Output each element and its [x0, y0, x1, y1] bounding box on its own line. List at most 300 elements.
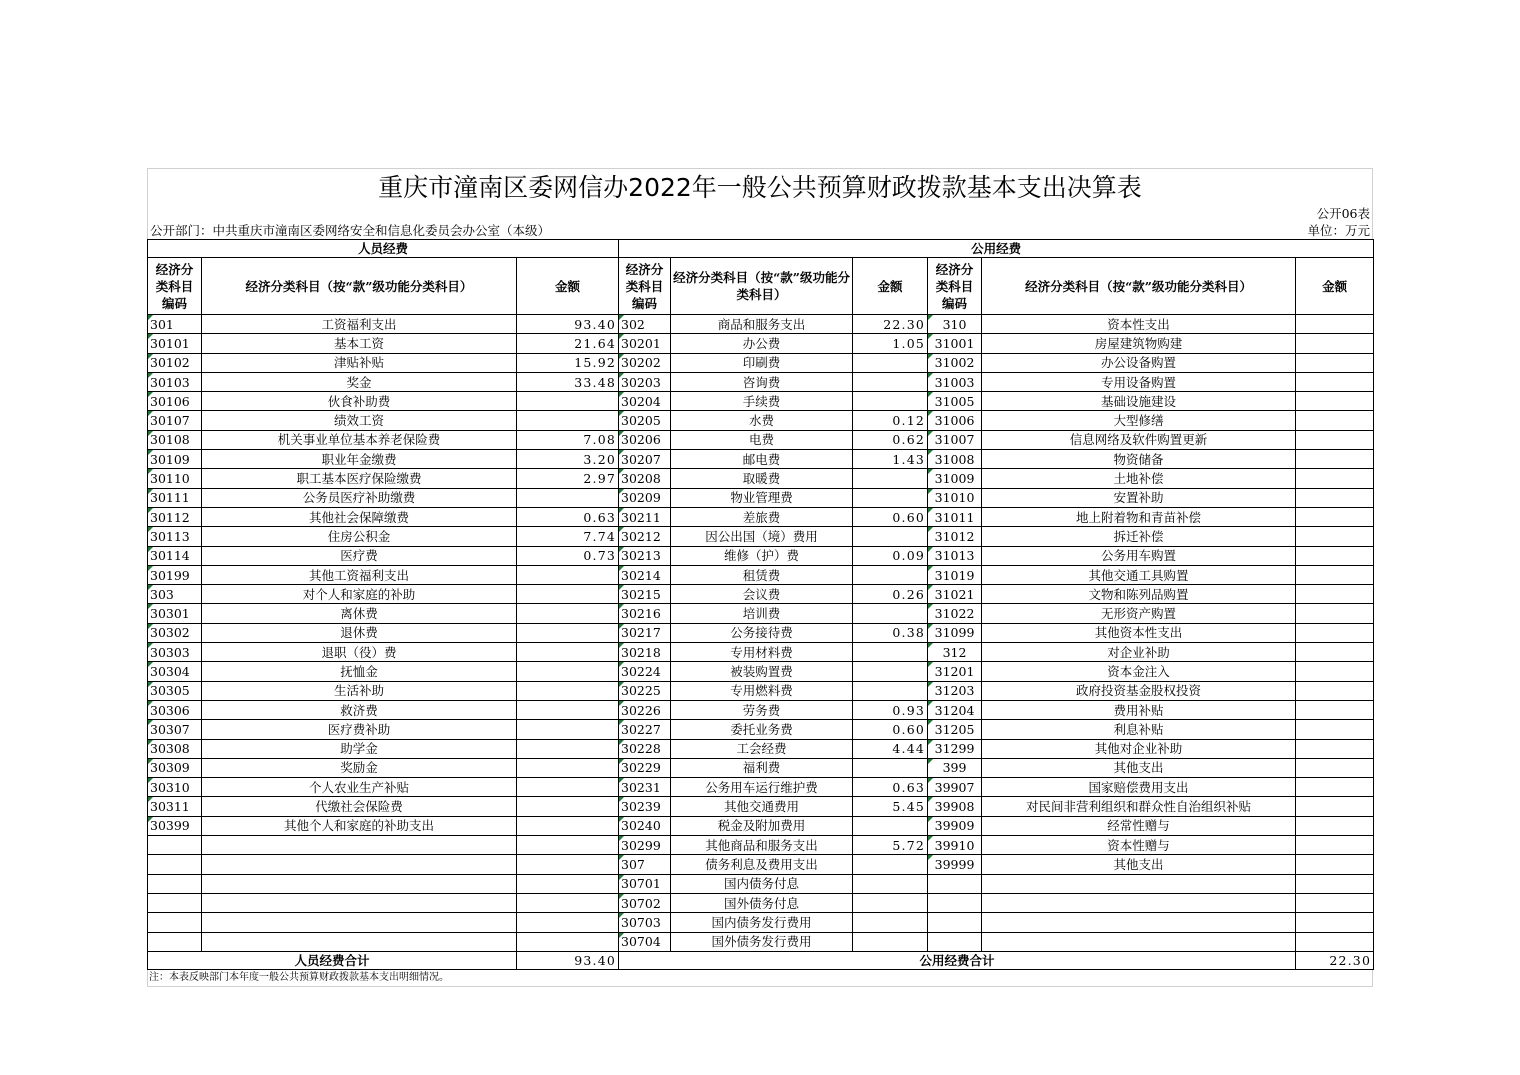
row-amount: [1296, 913, 1374, 932]
row-amount: [1296, 874, 1374, 893]
row-amount: [517, 700, 619, 719]
row-amount: [853, 932, 928, 951]
row-name: 电费: [671, 430, 853, 449]
row-code: 30218: [619, 643, 671, 662]
row-amount: [1296, 565, 1374, 584]
table-row: [148, 372, 1374, 391]
table-row: [148, 758, 1374, 777]
table-row: [148, 643, 1374, 662]
row-amount: 22.30: [853, 315, 928, 334]
row-name: 生活补助: [202, 681, 517, 700]
row-code: 30202: [619, 353, 671, 372]
row-amount: [1296, 507, 1374, 526]
table-row: [148, 315, 1374, 334]
row-name: 其他交通费用: [671, 797, 853, 816]
row-code: 31002: [928, 353, 982, 372]
row-code: 30703: [619, 913, 671, 932]
row-amount: [1296, 662, 1374, 681]
row-name: 退职（役）费: [202, 643, 517, 662]
row-amount: [517, 836, 619, 855]
row-code: 30107: [148, 411, 202, 430]
row-code: 30207: [619, 450, 671, 469]
row-code: [148, 836, 202, 855]
row-code: 30113: [148, 527, 202, 546]
row-code: 31205: [928, 720, 982, 739]
department-row: [147, 222, 1373, 239]
row-amount: [517, 585, 619, 604]
row-name: [202, 913, 517, 932]
row-amount: 0.26: [853, 585, 928, 604]
table-row: [148, 604, 1374, 623]
row-code: [148, 874, 202, 893]
row-amount: [1296, 797, 1374, 816]
row-code: 39908: [928, 797, 982, 816]
row-amount: [1296, 469, 1374, 488]
row-code: 30203: [619, 372, 671, 391]
row-amount: [517, 720, 619, 739]
row-code: 30309: [148, 758, 202, 777]
row-code: 30205: [619, 411, 671, 430]
row-name: 福利费: [671, 758, 853, 777]
row-amount: 0.73: [517, 546, 619, 565]
row-code: 30308: [148, 739, 202, 758]
row-name: 专用燃料费: [671, 681, 853, 700]
column-header-row: [148, 258, 1374, 315]
row-amount: 2.97: [517, 469, 619, 488]
row-code: 30239: [619, 797, 671, 816]
table-row: [148, 913, 1374, 932]
row-code: 30101: [148, 334, 202, 353]
row-code: 31003: [928, 372, 982, 391]
row-code: 30704: [619, 932, 671, 951]
table-row: [148, 392, 1374, 411]
row-code: 39907: [928, 778, 982, 797]
report-title: 重庆市潼南区委网信办2022年一般公共预算财政拨款基本支出决算表: [147, 168, 1373, 205]
row-amount: [1296, 315, 1374, 334]
row-code: 310: [928, 315, 982, 334]
row-name: 债务利息及费用支出: [671, 855, 853, 874]
row-name: 国内债务发行费用: [671, 913, 853, 932]
row-name: [982, 893, 1296, 912]
table-number: 公开06表: [1316, 206, 1370, 221]
row-code: [928, 874, 982, 893]
row-name: 国外债务发行费用: [671, 932, 853, 951]
row-code: 31204: [928, 700, 982, 719]
row-name: 其他个人和家庭的补助支出: [202, 816, 517, 835]
table-row: [148, 662, 1374, 681]
row-amount: [853, 527, 928, 546]
row-code: 302: [619, 315, 671, 334]
row-amount: [1296, 700, 1374, 719]
row-amount: [517, 874, 619, 893]
table-row: [148, 932, 1374, 951]
row-name: 退休费: [202, 623, 517, 642]
row-code: 30214: [619, 565, 671, 584]
row-amount: [1296, 816, 1374, 835]
row-name: 房屋建筑物购建: [982, 334, 1296, 353]
row-code: 30201: [619, 334, 671, 353]
public-total-label: 公用经费合计: [619, 951, 1296, 969]
row-code: 30213: [619, 546, 671, 565]
row-amount: [853, 681, 928, 700]
row-amount: 7.74: [517, 527, 619, 546]
table-row: [148, 836, 1374, 855]
report-sheet: [147, 168, 1373, 987]
row-code: 30226: [619, 700, 671, 719]
row-amount: 0.60: [853, 720, 928, 739]
expenditure-table: [147, 239, 1374, 970]
row-code: 31008: [928, 450, 982, 469]
row-amount: [517, 913, 619, 932]
table-row: [148, 720, 1374, 739]
table-row: [148, 507, 1374, 526]
personnel-total-amount: 93.40: [517, 951, 619, 969]
row-amount: [1296, 758, 1374, 777]
table-row: [148, 623, 1374, 642]
row-amount: [853, 469, 928, 488]
row-name: 救济费: [202, 700, 517, 719]
section-public: 公用经费: [619, 240, 1374, 258]
row-code: 31011: [928, 507, 982, 526]
row-name: 抚恤金: [202, 662, 517, 681]
row-amount: 5.45: [853, 797, 928, 816]
row-name: 公务用车购置: [982, 546, 1296, 565]
row-name: 住房公积金: [202, 527, 517, 546]
table-row: [148, 797, 1374, 816]
row-name: 其他对企业补助: [982, 739, 1296, 758]
row-code: 30209: [619, 488, 671, 507]
row-amount: [1296, 430, 1374, 449]
row-code: 30231: [619, 778, 671, 797]
row-amount: 0.60: [853, 507, 928, 526]
row-amount: [853, 392, 928, 411]
row-code: 30215: [619, 585, 671, 604]
unit-label: 单位：万元: [1307, 223, 1370, 238]
col-header-name: 经济分类科目（按“款”级功能分类科目）: [202, 258, 517, 315]
row-amount: [517, 893, 619, 912]
section-header-row: [148, 240, 1374, 258]
personnel-total-label: 人员经费合计: [148, 951, 517, 969]
row-code: 30106: [148, 392, 202, 411]
row-name: 安置补助: [982, 488, 1296, 507]
row-code: 30310: [148, 778, 202, 797]
row-name: 资本性支出: [982, 315, 1296, 334]
row-name: 个人农业生产补贴: [202, 778, 517, 797]
row-amount: 1.05: [853, 334, 928, 353]
row-code: 30102: [148, 353, 202, 372]
row-amount: [517, 739, 619, 758]
table-row: [148, 527, 1374, 546]
row-name: [202, 874, 517, 893]
row-name: 对个人和家庭的补助: [202, 585, 517, 604]
row-amount: [1296, 527, 1374, 546]
row-amount: [517, 411, 619, 430]
row-code: 30240: [619, 816, 671, 835]
row-amount: [1296, 720, 1374, 739]
footnote: 注：本表反映部门本年度一般公共预算财政拨款基本支出明细情况。: [147, 970, 1373, 987]
row-name: 工资福利支出: [202, 315, 517, 334]
row-name: 物资储备: [982, 450, 1296, 469]
row-name: 基本工资: [202, 334, 517, 353]
row-name: 培训费: [671, 604, 853, 623]
table-row: [148, 411, 1374, 430]
row-name: 商品和服务支出: [671, 315, 853, 334]
row-name: 办公设备购置: [982, 353, 1296, 372]
row-amount: [853, 353, 928, 372]
col-header-code: 经济分类科目编码: [928, 258, 982, 315]
col-header-name: 经济分类科目（按“款”级功能分类科目）: [982, 258, 1296, 315]
row-amount: [517, 681, 619, 700]
row-amount: [853, 372, 928, 391]
row-amount: 1.43: [853, 450, 928, 469]
row-code: 31012: [928, 527, 982, 546]
row-amount: [1296, 778, 1374, 797]
row-code: 31022: [928, 604, 982, 623]
row-code: [928, 893, 982, 912]
row-code: 31013: [928, 546, 982, 565]
row-amount: 3.20: [517, 450, 619, 469]
row-amount: 0.63: [853, 778, 928, 797]
row-code: 30206: [619, 430, 671, 449]
row-amount: [853, 913, 928, 932]
table-row: [148, 874, 1374, 893]
row-name: 职工基本医疗保险缴费: [202, 469, 517, 488]
row-amount: [853, 758, 928, 777]
row-amount: [1296, 488, 1374, 507]
row-name: 被装购置费: [671, 662, 853, 681]
col-header-code: 经济分类科目编码: [619, 258, 671, 315]
row-name: 咨询费: [671, 372, 853, 391]
row-code: 30228: [619, 739, 671, 758]
section-personnel: 人员经费: [148, 240, 619, 258]
row-code: 30224: [619, 662, 671, 681]
table-row: [148, 469, 1374, 488]
row-code: 312: [928, 643, 982, 662]
row-code: 31299: [928, 739, 982, 758]
row-amount: [853, 855, 928, 874]
row-amount: [1296, 932, 1374, 951]
row-code: 30702: [619, 893, 671, 912]
row-name: 伙食补助费: [202, 392, 517, 411]
row-amount: 21.64: [517, 334, 619, 353]
row-code: 31005: [928, 392, 982, 411]
row-name: 拆迁补偿: [982, 527, 1296, 546]
col-header-code: 经济分类科目编码: [148, 258, 202, 315]
row-amount: [1296, 411, 1374, 430]
row-amount: 0.93: [853, 700, 928, 719]
row-name: 助学金: [202, 739, 517, 758]
table-row: [148, 778, 1374, 797]
row-amount: 0.09: [853, 546, 928, 565]
row-name: 其他交通工具购置: [982, 565, 1296, 584]
row-name: 政府投资基金股权投资: [982, 681, 1296, 700]
row-code: 30109: [148, 450, 202, 469]
table-row: [148, 546, 1374, 565]
row-amount: 0.38: [853, 623, 928, 642]
table-body: [148, 315, 1374, 952]
row-name: 医疗费: [202, 546, 517, 565]
row-name: [982, 932, 1296, 951]
row-amount: [517, 758, 619, 777]
row-name: [982, 913, 1296, 932]
row-code: 30303: [148, 643, 202, 662]
public-total-amount: 22.30: [1296, 951, 1374, 969]
row-name: 无形资产购置: [982, 604, 1296, 623]
table-row: [148, 585, 1374, 604]
row-code: 31019: [928, 565, 982, 584]
table-row: [148, 565, 1374, 584]
row-name: 大型修缮: [982, 411, 1296, 430]
row-amount: [1296, 450, 1374, 469]
row-name: 其他支出: [982, 855, 1296, 874]
row-name: 其他商品和服务支出: [671, 836, 853, 855]
row-amount: [517, 488, 619, 507]
row-amount: [1296, 392, 1374, 411]
row-amount: 4.44: [853, 739, 928, 758]
row-code: 31203: [928, 681, 982, 700]
row-code: 30305: [148, 681, 202, 700]
table-row: [148, 430, 1374, 449]
row-name: 公务接待费: [671, 623, 853, 642]
row-amount: [517, 797, 619, 816]
row-name: 资本性赠与: [982, 836, 1296, 855]
row-name: 离休费: [202, 604, 517, 623]
row-code: 307: [619, 855, 671, 874]
row-code: 30103: [148, 372, 202, 391]
row-name: 邮电费: [671, 450, 853, 469]
row-code: 30114: [148, 546, 202, 565]
row-name: 其他社会保障缴费: [202, 507, 517, 526]
row-code: 30216: [619, 604, 671, 623]
row-name: [202, 893, 517, 912]
row-code: 30399: [148, 816, 202, 835]
row-name: 专用设备购置: [982, 372, 1296, 391]
row-name: 租赁费: [671, 565, 853, 584]
row-code: 31099: [928, 623, 982, 642]
row-code: [928, 913, 982, 932]
row-name: 奖金: [202, 372, 517, 391]
table-row: [148, 700, 1374, 719]
row-code: 30217: [619, 623, 671, 642]
row-amount: [1296, 334, 1374, 353]
row-code: 30304: [148, 662, 202, 681]
row-amount: [853, 643, 928, 662]
row-name: 资本金注入: [982, 662, 1296, 681]
row-code: 30204: [619, 392, 671, 411]
row-name: 因公出国（境）费用: [671, 527, 853, 546]
row-name: 税金及附加费用: [671, 816, 853, 835]
row-name: 取暖费: [671, 469, 853, 488]
row-code: [928, 932, 982, 951]
row-amount: [1296, 893, 1374, 912]
row-amount: [517, 932, 619, 951]
row-name: 公务员医疗补助缴费: [202, 488, 517, 507]
row-name: 差旅费: [671, 507, 853, 526]
row-name: 会议费: [671, 585, 853, 604]
row-code: 30199: [148, 565, 202, 584]
row-amount: 5.72: [853, 836, 928, 855]
row-amount: [517, 623, 619, 642]
row-name: 职业年金缴费: [202, 450, 517, 469]
row-code: 30307: [148, 720, 202, 739]
row-amount: [853, 874, 928, 893]
row-name: 利息补贴: [982, 720, 1296, 739]
table-row: [148, 681, 1374, 700]
row-name: [202, 836, 517, 855]
row-amount: 0.12: [853, 411, 928, 430]
row-name: 专用材料费: [671, 643, 853, 662]
row-name: [202, 932, 517, 951]
row-code: 399: [928, 758, 982, 777]
row-name: 国内债务付息: [671, 874, 853, 893]
row-code: 31007: [928, 430, 982, 449]
row-name: 其他资本性支出: [982, 623, 1296, 642]
row-code: 30301: [148, 604, 202, 623]
row-amount: [1296, 585, 1374, 604]
row-code: 39999: [928, 855, 982, 874]
row-code: 31001: [928, 334, 982, 353]
table-row: [148, 334, 1374, 353]
row-amount: [853, 662, 928, 681]
table-number-row: [147, 205, 1373, 222]
row-code: 31021: [928, 585, 982, 604]
row-name: 代缴社会保险费: [202, 797, 517, 816]
table-row: [148, 739, 1374, 758]
row-code: 39910: [928, 836, 982, 855]
row-amount: [517, 855, 619, 874]
row-code: 30111: [148, 488, 202, 507]
row-code: [148, 855, 202, 874]
table-row: [148, 855, 1374, 874]
row-code: 30306: [148, 700, 202, 719]
row-name: 办公费: [671, 334, 853, 353]
row-code: 31201: [928, 662, 982, 681]
row-amount: 33.48: [517, 372, 619, 391]
row-name: 文物和陈列品购置: [982, 585, 1296, 604]
row-name: 奖励金: [202, 758, 517, 777]
row-code: [148, 913, 202, 932]
col-header-amount: 金额: [1296, 258, 1374, 315]
row-name: 工会经费: [671, 739, 853, 758]
row-amount: [1296, 739, 1374, 758]
row-code: 30110: [148, 469, 202, 488]
row-amount: [1296, 604, 1374, 623]
row-amount: [1296, 546, 1374, 565]
row-name: 物业管理费: [671, 488, 853, 507]
row-amount: [1296, 681, 1374, 700]
row-amount: [517, 643, 619, 662]
table-row: [148, 816, 1374, 835]
row-code: 30227: [619, 720, 671, 739]
row-name: 委托业务费: [671, 720, 853, 739]
row-amount: [517, 565, 619, 584]
row-amount: 0.62: [853, 430, 928, 449]
row-name: 印刷费: [671, 353, 853, 372]
row-amount: [517, 816, 619, 835]
row-code: 30112: [148, 507, 202, 526]
col-header-amount: 金额: [853, 258, 928, 315]
row-name: 信息网络及软件购置更新: [982, 430, 1296, 449]
row-code: 30225: [619, 681, 671, 700]
row-name: [982, 874, 1296, 893]
row-code: 30311: [148, 797, 202, 816]
row-code: 30299: [619, 836, 671, 855]
row-code: 31010: [928, 488, 982, 507]
row-code: 30212: [619, 527, 671, 546]
row-amount: [517, 662, 619, 681]
row-name: 水费: [671, 411, 853, 430]
row-name: 绩效工资: [202, 411, 517, 430]
